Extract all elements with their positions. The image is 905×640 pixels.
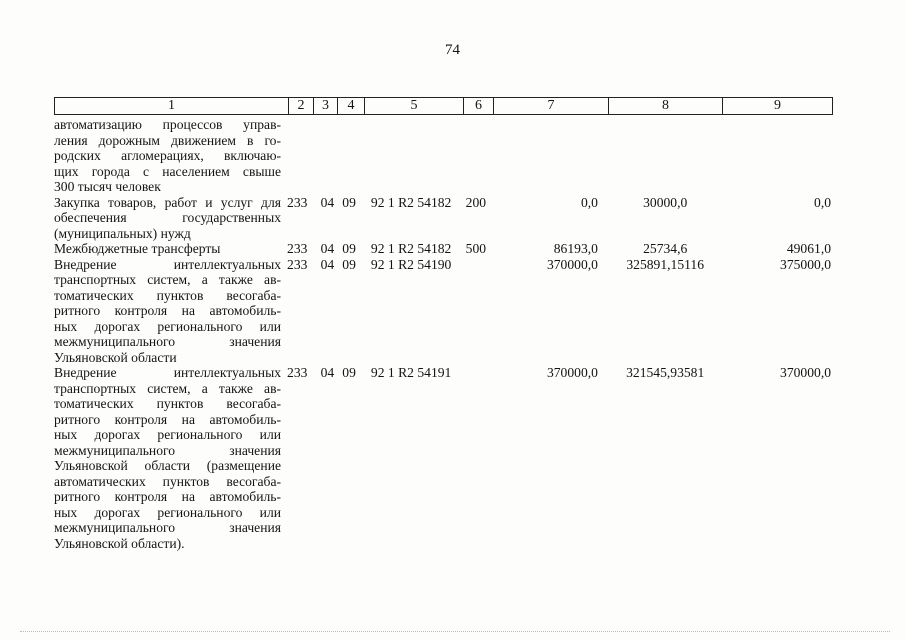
table-header-row — [54, 97, 833, 115]
table-row — [54, 195, 831, 242]
page-number: 74 — [445, 42, 460, 58]
description-line: межмуниципального значения — [54, 520, 282, 535]
cell-amount-col8: 25734,6 — [643, 241, 688, 256]
scan-edge-divider — [20, 631, 890, 634]
description-line: Межбюджетные трансферты — [54, 241, 221, 256]
cell-section: 04 — [320, 365, 335, 380]
cell-target-item: 92 1 R2 54190 — [370, 256, 452, 272]
cell-amount-col7: 370000,0 — [546, 256, 598, 272]
cell-amount-col9 — [722, 117, 831, 195]
cell-target-item: 92 1 R2 54182 — [370, 194, 452, 210]
description-line: ных дорогах регионального или — [54, 427, 282, 442]
cell-expense-type — [466, 365, 496, 551]
row-description — [54, 195, 281, 242]
cell-amount-col8: 325891,15116 — [626, 256, 705, 272]
table-row — [54, 257, 831, 366]
cell-gr-code — [281, 117, 321, 195]
description-line: томатических пунктов весогаба- — [54, 287, 282, 303]
description-line: Ульяновской области — [54, 349, 177, 365]
cell-target-item — [371, 117, 466, 195]
cell-expense-type — [466, 257, 496, 366]
cell-expense-type — [466, 117, 496, 195]
description-line: ных дорогах регионального или — [54, 318, 282, 334]
cell-subsection: 09 — [342, 256, 356, 272]
cell-section: 04 — [320, 256, 335, 272]
description-line: ритного контроля на автомобиль- — [54, 411, 282, 427]
cell-amount-col7: 370000,0 — [546, 365, 598, 380]
description-line: Ульяновской области (размещение — [54, 458, 282, 473]
description-line: щих города с населением свыше — [54, 163, 282, 179]
description-line: ления дорожным движением в го- — [54, 132, 282, 148]
row-description — [54, 117, 281, 195]
description-line: транспортных систем, а также ав- — [54, 380, 282, 396]
header-col-5: 5 — [365, 98, 464, 114]
header-col-7: 7 — [494, 98, 609, 114]
header-col-6: 6 — [464, 98, 494, 114]
header-col-8: 8 — [609, 98, 723, 114]
header-col-4: 4 — [338, 98, 365, 114]
row-description — [54, 257, 281, 366]
cell-subsection: 09 — [342, 194, 356, 210]
description-line: 300 тысяч человек — [54, 179, 161, 194]
cell-gr-code: 233 — [287, 194, 308, 210]
table-row — [54, 117, 831, 195]
cell-expense-type: 500 — [465, 241, 487, 256]
header-col-3: 3 — [314, 98, 338, 114]
description-line: ритного контроля на автомобиль- — [54, 303, 282, 318]
cell-subsection: 09 — [342, 365, 356, 380]
description-line: томатических пунктов весогаба- — [54, 396, 282, 411]
description-line: Внедрение интеллектуальных — [54, 365, 282, 380]
description-line: автоматических пунктов весогаба- — [54, 473, 282, 489]
cell-amount-col7: 0,0 — [580, 194, 598, 210]
header-col-9: 9 — [774, 98, 781, 113]
cell-expense-type: 200 — [465, 194, 487, 210]
description-line: ных дорогах регионального или — [54, 504, 282, 520]
cell-section: 04 — [320, 241, 335, 256]
description-line: родских агломерациях, включаю- — [54, 148, 282, 163]
cell-target-item: 92 1 R2 54182 — [370, 241, 452, 256]
description-line: обеспечения государственных — [54, 210, 282, 225]
description-line: (муниципальных) нужд — [54, 225, 191, 241]
description-line: межмуниципального значения — [54, 334, 282, 349]
description-line: Закупка товаров, работ и услуг для — [54, 194, 282, 210]
cell-target-item: 92 1 R2 54191 — [370, 365, 452, 380]
cell-gr-code: 233 — [287, 256, 308, 272]
cell-amount-col9: 0,0 — [814, 194, 832, 210]
cell-amount-col7: 86193,0 — [553, 241, 598, 256]
cell-amount-col9: 375000,0 — [780, 256, 832, 272]
description-line: Внедрение интеллектуальных — [54, 256, 282, 272]
row-description — [54, 241, 281, 257]
description-line: межмуниципального значения — [54, 442, 282, 458]
row-description — [54, 365, 281, 551]
description-line: ритного контроля на автомобиль- — [54, 489, 282, 504]
cell-subsection: 09 — [342, 241, 356, 256]
cell-amount-col9: 49061,0 — [786, 241, 832, 256]
table-row — [54, 365, 831, 551]
cell-amount-col8: 30000,0 — [643, 194, 688, 210]
cell-amount-col8: 321545,93581 — [626, 365, 705, 380]
header-col-2: 2 — [289, 98, 314, 114]
table-body — [54, 117, 831, 551]
cell-subsection — [342, 117, 371, 195]
cell-gr-code: 233 — [287, 241, 308, 256]
cell-section — [321, 117, 343, 195]
cell-amount-col7 — [495, 117, 608, 195]
cell-section: 04 — [320, 194, 335, 210]
header-col-1: 1 — [55, 98, 289, 114]
cell-amount-col8 — [608, 117, 723, 195]
table-row — [54, 241, 831, 257]
description-line: автоматизацию процессов управ- — [54, 117, 282, 132]
cell-gr-code: 233 — [287, 365, 308, 380]
description-line: Ульяновской области). — [54, 535, 185, 551]
description-line: транспортных систем, а также ав- — [54, 272, 282, 287]
cell-amount-col9: 370000,0 — [780, 365, 832, 380]
